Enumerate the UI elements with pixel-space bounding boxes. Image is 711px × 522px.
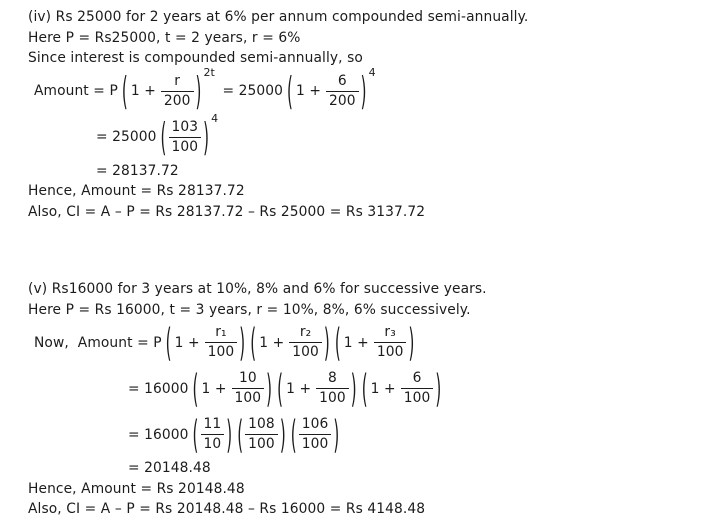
text-line: Here P = Rs25000, t = 2 years, r = 6% — [28, 29, 301, 46]
parenthesized-group — [276, 365, 358, 412]
numerator: 6 — [412, 370, 422, 386]
denominator: 10 — [201, 434, 225, 453]
parenthesized-group — [121, 65, 215, 114]
fraction — [205, 324, 238, 361]
denominator: 200 — [161, 91, 194, 110]
fraction — [326, 73, 359, 110]
fraction — [169, 119, 202, 156]
exponent: 2t — [203, 65, 215, 79]
denominator: 100 — [299, 434, 332, 453]
paren-open-icon: ( — [192, 411, 199, 458]
formula-text: = 25000 — [217, 83, 283, 99]
paren-open-icon: ( — [250, 319, 257, 366]
parenthesized-group — [165, 319, 247, 366]
denominator: 100 — [374, 342, 407, 361]
text-line: Since interest is compounded semi-annually, so — [28, 50, 363, 66]
text-line: Also, CI = A – P = Rs 20148.48 – Rs 16000 = Rs 4148.48 — [28, 501, 426, 517]
paren-open-icon: ( — [277, 365, 284, 412]
parenthesized-group — [236, 411, 287, 458]
group-prefix: 1 + — [343, 334, 369, 351]
paren-close-icon: ) — [360, 68, 367, 114]
paren-close-icon: ) — [323, 319, 330, 366]
paren-close-icon: ) — [266, 365, 273, 412]
parenthesized-group — [361, 365, 443, 412]
paren-open-icon: ( — [334, 319, 341, 366]
numerator: 11 — [203, 416, 222, 432]
exponent: 4 — [211, 111, 219, 125]
group-prefix: 1 + — [370, 380, 396, 397]
text-line: (iv) Rs 25000 for 2 years at 6% per annum compounded semi-annually. — [28, 9, 529, 25]
parenthesized-group — [286, 65, 376, 114]
parenthesized-group — [192, 365, 274, 412]
numerator: 106 — [301, 416, 329, 432]
paren-close-icon: ) — [333, 411, 340, 458]
numerator: r — [174, 72, 181, 89]
parenthesized-group — [249, 319, 331, 366]
formula-line — [34, 320, 705, 366]
denominator: 100 — [169, 137, 202, 156]
text-line: = 28137.72 — [96, 162, 179, 179]
formula-line — [128, 412, 705, 458]
exponent: 4 — [368, 65, 376, 79]
paren-close-icon: ) — [408, 319, 415, 366]
formula-text: = 16000 — [128, 426, 189, 443]
fraction — [245, 416, 278, 453]
group-prefix: 1 + — [259, 334, 285, 351]
paren-close-icon: ) — [435, 365, 442, 412]
parenthesized-group — [160, 111, 219, 160]
denominator: 100 — [245, 434, 278, 453]
paren-open-icon: ( — [160, 114, 167, 160]
denominator: 100 — [401, 388, 434, 407]
denominator: 100 — [205, 342, 238, 361]
fraction — [316, 370, 349, 407]
fraction — [232, 370, 265, 407]
denominator: 100 — [289, 342, 322, 361]
formula-line — [96, 111, 705, 161]
denominator: 200 — [326, 91, 359, 110]
text-line: Hence, Amount = Rs 20148.48 — [28, 480, 245, 497]
formula-text: = 25000 — [96, 129, 157, 145]
numerator: 108 — [248, 416, 275, 432]
paren-close-icon: ) — [350, 365, 357, 412]
text-line: = 20148.48 — [128, 460, 211, 476]
denominator: 100 — [232, 388, 265, 407]
numerator: 6 — [337, 72, 347, 89]
text-line: Here P = Rs 16000, t = 3 years, r = 10%, 8%, 6% successively. — [28, 301, 471, 318]
fraction — [374, 324, 407, 361]
fraction — [201, 416, 225, 453]
paren-close-icon: ) — [203, 114, 210, 160]
paren-open-icon: ( — [121, 68, 128, 114]
group-prefix: 1 + — [174, 334, 200, 351]
numerator: 8 — [327, 370, 337, 386]
group-prefix: 1 + — [201, 380, 227, 397]
paren-close-icon: ) — [226, 411, 233, 458]
paren-open-icon: ( — [165, 319, 172, 366]
section-part-iv — [28, 7, 705, 222]
parenthesized-group — [290, 411, 341, 458]
formula-text: Now, Amount = P — [34, 334, 162, 351]
fraction — [401, 370, 434, 407]
fraction — [289, 324, 322, 361]
paren-open-icon: ( — [361, 365, 368, 412]
paren-open-icon: ( — [192, 365, 199, 412]
formula-line — [34, 65, 705, 115]
parenthesized-group — [334, 319, 416, 366]
group-prefix: 1 + — [286, 380, 312, 397]
numerator: r₁ — [215, 324, 227, 340]
paren-close-icon: ) — [239, 319, 246, 366]
parenthesized-group — [192, 411, 234, 458]
fraction — [299, 416, 332, 453]
numerator: 103 — [171, 118, 199, 135]
text-line: Also, CI = A – P = Rs 28137.72 – Rs 25000 = Rs 3137.72 — [28, 203, 426, 220]
section-part-v — [28, 279, 705, 520]
text-line: (v) Rs16000 for 3 years at 10%, 8% and 6% for successive years. — [28, 281, 487, 297]
paren-open-icon: ( — [290, 411, 297, 458]
paren-close-icon: ) — [279, 411, 286, 458]
paren-open-icon: ( — [287, 68, 293, 114]
denominator: 100 — [316, 388, 349, 407]
numerator: r₃ — [384, 324, 396, 340]
paren-close-icon: ) — [195, 68, 202, 114]
group-prefix: 1 + — [295, 83, 321, 99]
group-prefix: 1 + — [130, 83, 156, 99]
text-line: Hence, Amount = Rs 28137.72 — [28, 183, 245, 199]
paren-open-icon: ( — [237, 411, 244, 458]
formula-line — [128, 366, 705, 412]
numerator: r₂ — [299, 324, 312, 340]
fraction — [161, 73, 194, 110]
formula-text: Amount = P — [34, 83, 118, 99]
formula-text: = 16000 — [128, 380, 189, 397]
numerator: 10 — [238, 370, 257, 386]
